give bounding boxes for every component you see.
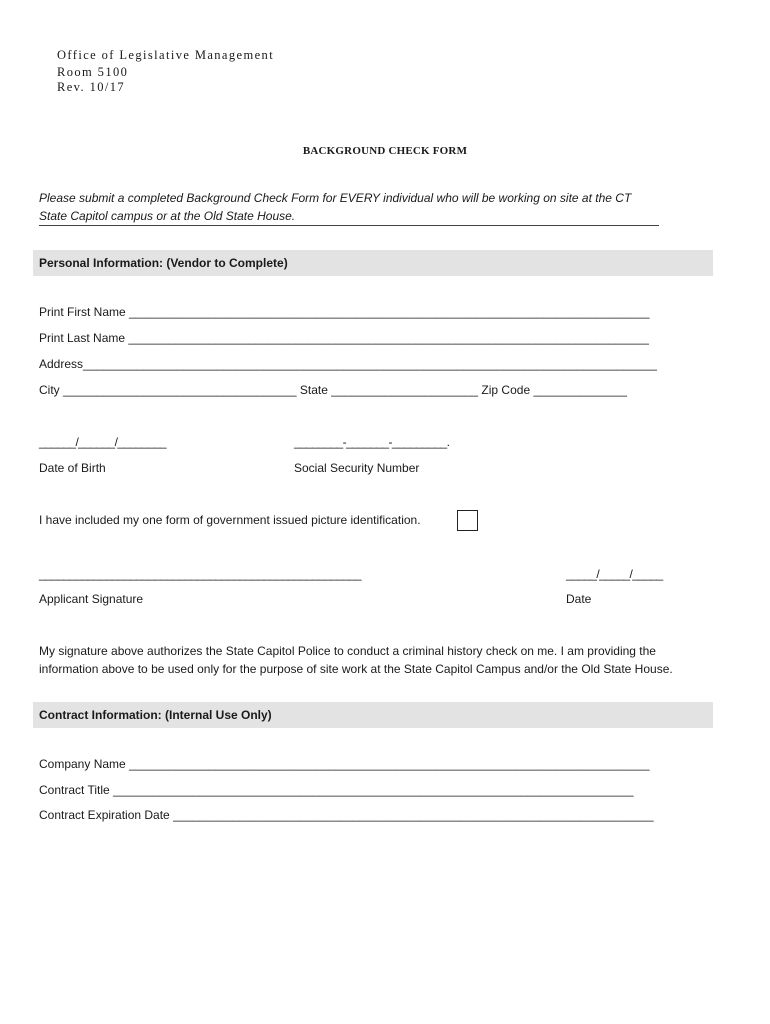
first-name-field[interactable]: Print First Name ______________________________________________________________________________ <box>39 305 650 319</box>
personal-info-section-bar <box>33 250 713 276</box>
company-name-field[interactable]: Company Name ______________________________________________________________________________ <box>39 757 650 771</box>
intro-line-1: Please submit a completed Background Check Form for EVERY individual who will be working on site at the CT <box>39 191 632 205</box>
form-title: BACKGROUND CHECK FORM <box>302 145 468 157</box>
id-included-checkbox[interactable] <box>457 510 478 531</box>
date-of-birth-label: Date of Birth <box>39 461 106 475</box>
contract-expiration-date-field[interactable]: Contract Expiration Date ________________________________________________________________________ <box>39 808 654 822</box>
authorization-line-2: information above to be used only for the purpose of site work at the State Capitol Campus and/or the Old State House. <box>39 662 673 676</box>
ssn-field[interactable]: ________-_______-_________. <box>294 435 450 449</box>
date-of-birth-field[interactable]: ______/______/________ <box>39 435 166 449</box>
city-state-zip-field[interactable]: City ___________________________________ State ______________________ Zip Code ______________ <box>39 383 627 397</box>
room-number: Room 5100 <box>57 65 129 79</box>
applicant-signature-label: Applicant Signature <box>39 592 144 606</box>
date-label: Date <box>566 592 592 606</box>
intro-rule <box>39 225 659 226</box>
office-name: Office of Legislative Management <box>57 48 275 62</box>
applicant-signature-field[interactable]: _____________________________________________________ <box>39 567 361 581</box>
personal-info-heading: Personal Information: (Vendor to Complete) <box>39 256 288 270</box>
id-statement: I have included my one form of government issued picture identification. <box>39 513 421 527</box>
address-field[interactable]: Address______________________________________________________________________________________ <box>39 357 657 371</box>
authorization-line-1: My signature above authorizes the State Capitol Police to conduct a criminal history check on me. I am providing the <box>39 644 656 658</box>
revision-label: Rev. 10/17 <box>57 80 126 94</box>
last-name-field[interactable]: Print Last Name ______________________________________________________________________________ <box>39 331 649 345</box>
contract-title-field[interactable]: Contract Title ______________________________________________________________________________ <box>39 783 634 797</box>
intro-line-2: State Capitol campus or at the Old State House. <box>39 209 296 223</box>
contract-info-section-bar <box>33 702 713 728</box>
ssn-label: Social Security Number <box>294 461 420 475</box>
contract-info-heading: Contract Information: (Internal Use Only) <box>39 708 272 722</box>
signature-date-field[interactable]: _____/_____/_____ <box>566 567 663 581</box>
